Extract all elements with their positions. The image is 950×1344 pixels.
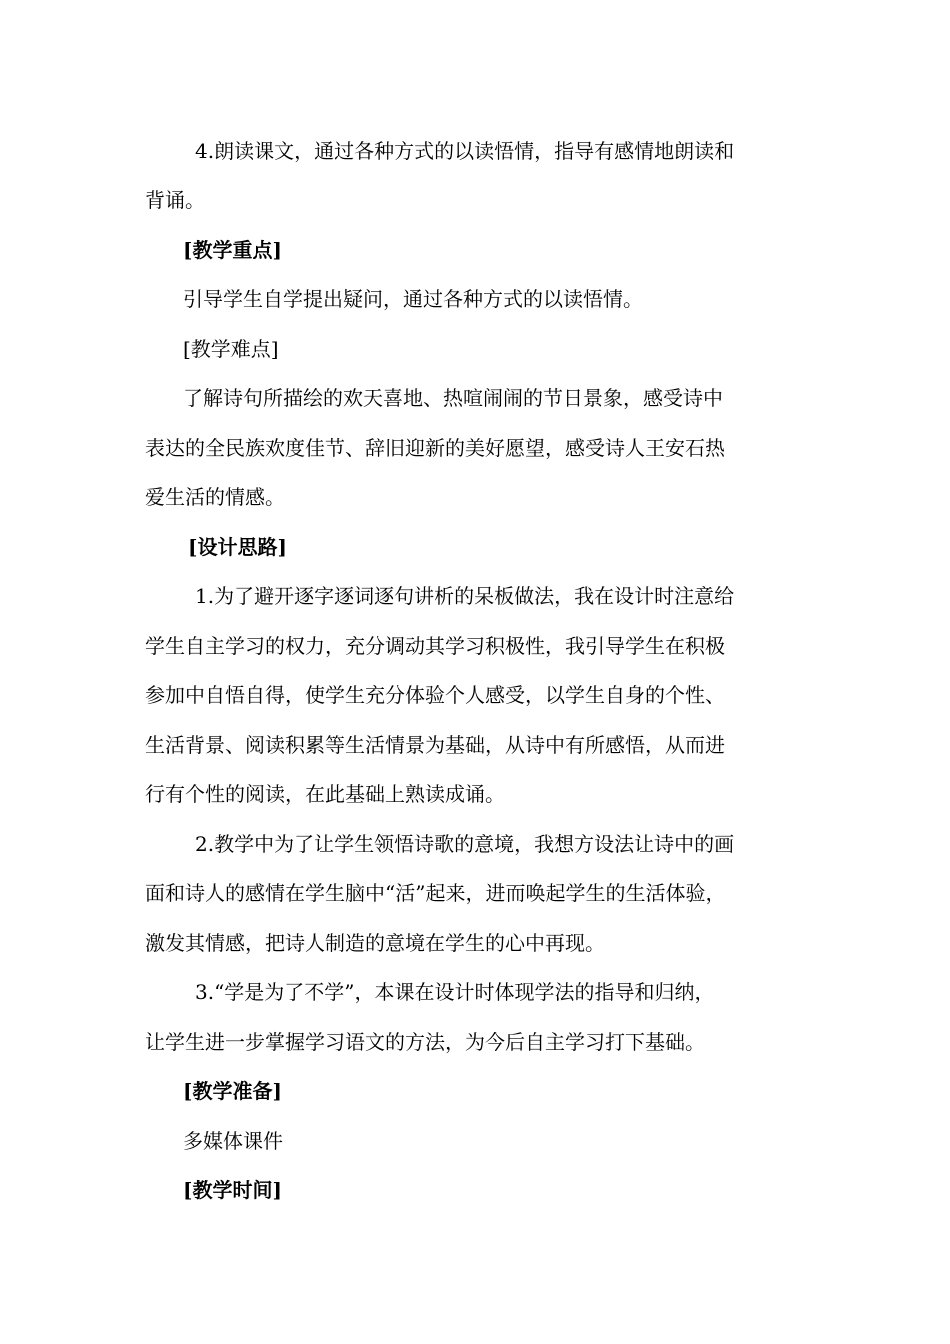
paragraph-line: 了解诗句所描绘的欢天喜地、热喧闹闹的节日景象，感受诗中	[183, 386, 723, 410]
section-heading-preparation: [教学准备]	[183, 1079, 282, 1103]
paragraph-line: 激发其情感，把诗人制造的意境在学生的心中再现。	[145, 931, 605, 955]
paragraph-line: 2.教学中为了让学生领悟诗歌的意境，我想方设法让诗中的画	[195, 832, 735, 856]
paragraph-line: 行有个性的阅读，在此基础上熟读成诵。	[145, 782, 505, 806]
paragraph-line: 1.为了避开逐字逐词逐句讲析的呆板做法，我在设计时注意给	[195, 584, 735, 608]
section-heading-difficulty: [教学难点]	[183, 337, 279, 361]
section-heading-time: [教学时间]	[183, 1178, 282, 1202]
paragraph-line: 生活背景、阅读积累等生活情景为基础，从诗中有所感悟，从而进	[145, 733, 725, 757]
paragraph-line: 表达的全民族欢度佳节、辞旧迎新的美好愿望，感受诗人王安石热	[145, 436, 725, 460]
paragraph-line: 参加中自悟自得，使学生充分体验个人感受，以学生自身的个性、	[145, 683, 725, 707]
section-heading-design: [设计思路]	[188, 535, 287, 559]
paragraph-line: 让学生进一步掌握学习语文的方法，为今后自主学习打下基础。	[145, 1030, 705, 1054]
paragraph-line: 4.朗读课文，通过各种方式的以读悟情，指导有感情地朗读和	[195, 139, 735, 163]
paragraph-line: 爱生活的情感。	[145, 485, 285, 509]
paragraph-line: 3.“学是为了不学”，本课在设计时体现学法的指导和归纳，	[195, 980, 715, 1004]
paragraph-line: 学生自主学习的权力，充分调动其学习积极性，我引导学生在积极	[145, 634, 725, 658]
paragraph-line: 多媒体课件	[183, 1129, 283, 1153]
paragraph-line: 背诵。	[145, 188, 205, 212]
section-heading-focus: [教学重点]	[183, 238, 282, 262]
paragraph-line: 引导学生自学提出疑问，通过各种方式的以读悟情。	[183, 287, 643, 311]
paragraph-line: 面和诗人的感情在学生脑中“活”起来，进而唤起学生的生活体验，	[145, 881, 726, 905]
